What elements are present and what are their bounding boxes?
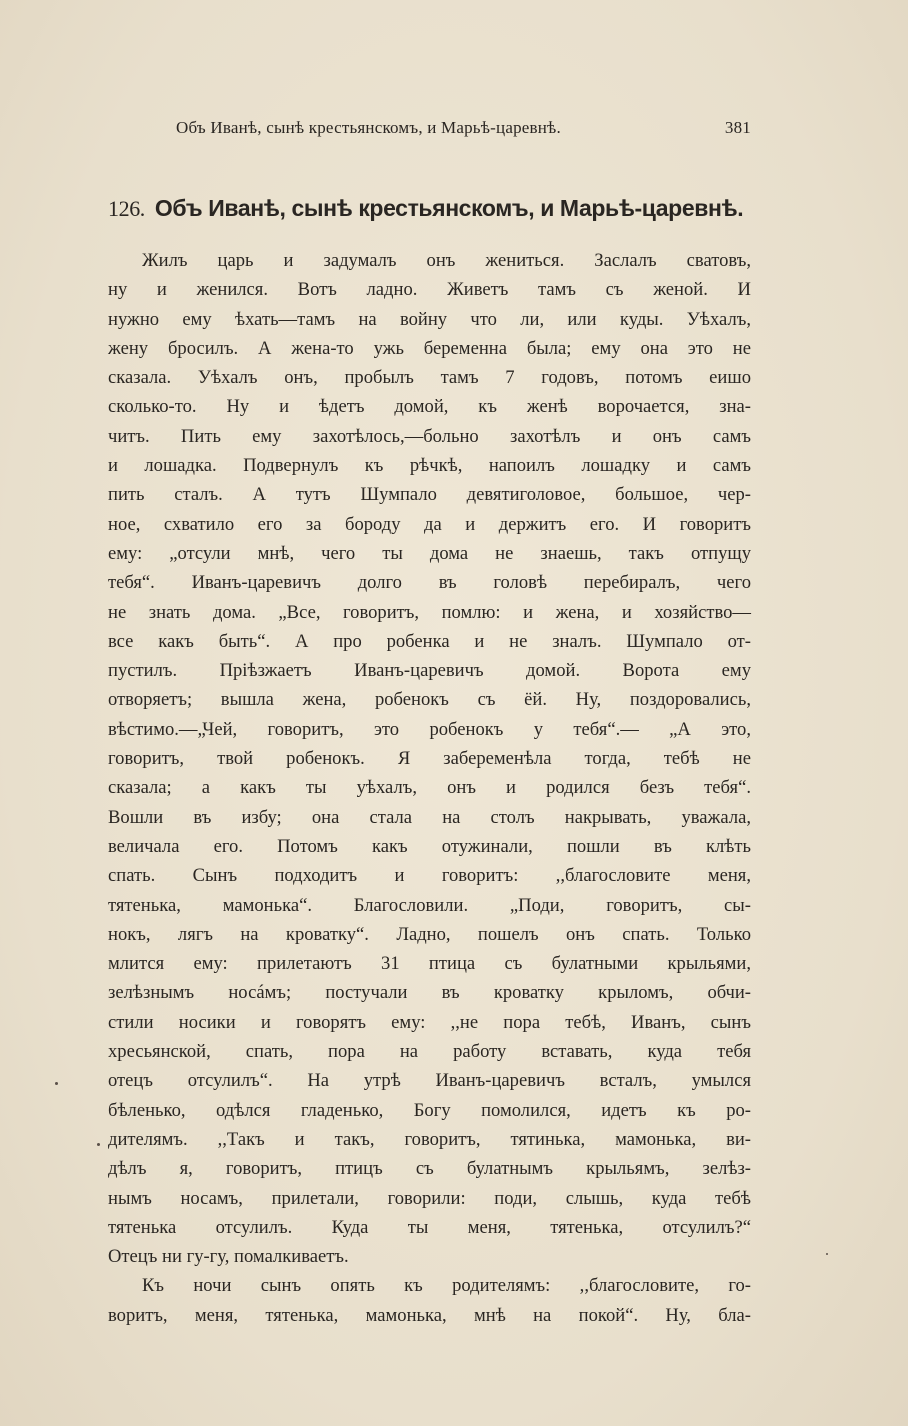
text-line: нужно ему ѣхать—тамъ на войну что ли, или куды. Уѣхалъ,: [108, 308, 751, 330]
text-line: Жилъ царь и задумалъ онъ жениться. Заслалъ сватовъ,: [142, 250, 751, 271]
text-line: говоритъ, твой робенокъ. Я забеременѣла тогда, тебѣ не: [108, 748, 751, 770]
text-line: ну и женился. Вотъ ладно. Живетъ тамъ съ женой. И: [108, 279, 751, 301]
story-number: 126.: [108, 196, 145, 221]
text-line: ное, схватило его за бороду да и держитъ его. И говоритъ: [108, 513, 751, 535]
paper-speck: [826, 1253, 828, 1255]
text-line: отецъ отсулилъ“. На утрѣ Иванъ-царевичъ всталъ, умылся: [108, 1070, 751, 1092]
text-line: Къ ночи сынъ опять къ родителямъ: ,,благословите, го-: [142, 1275, 751, 1297]
paper-speck: [97, 1143, 100, 1146]
text-line: дителямъ. ,,Такъ и такъ, говоритъ, тятинька, мамонька, ви-: [108, 1128, 751, 1150]
story-heading: [108, 195, 756, 222]
text-line: воритъ, меня, тятенька, мамонька, мнѣ на покой“. Ну, бла-: [108, 1304, 751, 1326]
text-line: Вошли въ избу; она стала на столъ накрывать, уважала,: [108, 806, 751, 828]
text-line: читъ. Пить ему захотѣлось,—больно захотѣлъ и онъ самъ: [108, 425, 751, 447]
text-line: вѣстимо.—„Чей, говоритъ, это робенокъ у тебя“.— „А это,: [108, 718, 751, 740]
text-line: тебя“. Иванъ-царевичъ долго въ головѣ перебиралъ, чего: [108, 572, 751, 594]
story-body: [108, 246, 751, 1330]
text-line: не знать дома. „Все, говоритъ, помлю: и жена, и хозяйство—: [108, 601, 751, 623]
text-line: пустилъ. Пріѣзжаетъ Иванъ-царевичъ домой. Ворота ему: [108, 660, 751, 682]
text-line: зелѣзнымъ носáмъ; постучали въ кроватку крыломъ, обчи-: [108, 982, 751, 1004]
running-head-title: Объ Иванѣ, сынѣ крестьянскомъ, и Марьѣ-царевнѣ.: [176, 118, 561, 137]
text-line: бѣленько, одѣлся гладенько, Богу помолился, идетъ къ ро-: [108, 1099, 751, 1121]
text-line: хресьянской, спать, пора на работу вставать, куда тебя: [108, 1041, 751, 1063]
page-number: 381: [724, 118, 751, 137]
text-line: Отецъ ни гу-гу, помалкиваетъ.: [108, 1246, 349, 1268]
text-line: тятенька отсулилъ. Куда ты меня, тятенька, отсулилъ?“: [108, 1216, 751, 1238]
text-line: сколько-то. Ну и ѣдетъ домой, къ женѣ ворочается, зна-: [108, 396, 751, 418]
text-line: дѣлъ я, говоритъ, птицъ съ булатнымъ крыльямъ, зелѣз-: [108, 1158, 751, 1180]
text-line: сказала. Уѣхалъ онъ, пробылъ тамъ 7 годовъ, потомъ еишо: [108, 367, 751, 389]
text-line: отворяетъ; вышла жена, робенокъ съ ёй. Ну, поздоровались,: [108, 689, 751, 711]
paper-speck: [55, 1082, 58, 1085]
text-line: сказала; а какъ ты уѣхалъ, онъ и родился безъ тебя“.: [108, 777, 751, 799]
story-title: Объ Иванѣ, сынѣ крестьянскомъ, и Марьѣ-царевнѣ.: [154, 195, 744, 221]
text-line: все какъ быть“. А про робенка и не зналъ. Шумпало от-: [108, 630, 751, 652]
text-line: нымъ носамъ, прилетали, говорили: поди, слышь, куда тебѣ: [108, 1187, 751, 1209]
text-line: величала его. Потомъ какъ отужинали, пошли въ клѣть: [108, 835, 751, 857]
text-line: жену бросилъ. А жена-то ужь беременна была; ему она это не: [108, 337, 751, 359]
text-line: млится ему: прилетаютъ 31 птица съ булатными крыльями,: [108, 953, 751, 975]
text-line: спать. Сынъ подходитъ и говоритъ: ,,благословите меня,: [108, 865, 751, 887]
text-line: ему: „отсули мнѣ, чего ты дома не знаешь, такъ отпущу: [108, 542, 751, 564]
text-line: стили носики и говорятъ ему: ,,не пора тебѣ, Иванъ, сынъ: [108, 1011, 751, 1033]
text-line: нокъ, лягъ на кроватку“. Ладно, пошелъ онъ спать. Только: [108, 923, 751, 945]
text-line: и лошадка. Подвернулъ къ рѣчкѣ, напоилъ лошадку и самъ: [108, 455, 751, 477]
running-head: [108, 118, 751, 142]
text-line: пить сталъ. А тутъ Шумпало девятиголовое, большое, чер-: [108, 484, 751, 506]
text-line: тятенька, мамонька“. Благословили. „Поди, говоритъ, сы-: [108, 894, 751, 916]
